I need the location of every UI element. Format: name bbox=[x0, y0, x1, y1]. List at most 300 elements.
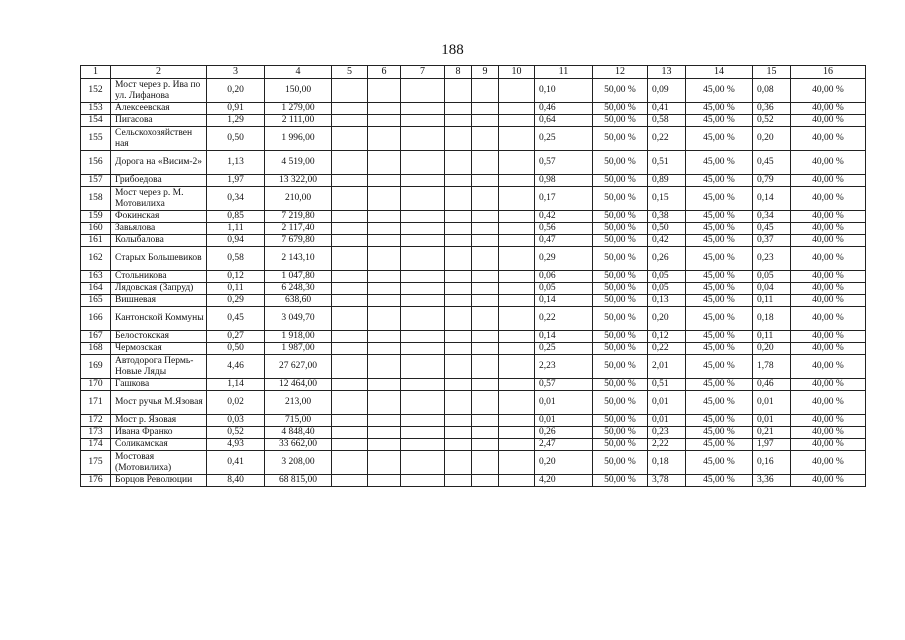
table-cell: 0,41 bbox=[648, 103, 686, 115]
table-cell: 0,17 bbox=[535, 187, 593, 211]
table-cell: 40,00 % bbox=[791, 451, 866, 475]
table-row bbox=[81, 235, 866, 247]
empty-cell bbox=[368, 355, 401, 379]
table-cell: 40,00 % bbox=[791, 115, 866, 127]
empty-cell bbox=[332, 247, 368, 271]
table-cell: 172 bbox=[81, 415, 111, 427]
road-name-cell: Грибоедова bbox=[111, 175, 207, 187]
table-cell: 0,23 bbox=[648, 427, 686, 439]
empty-cell bbox=[332, 379, 368, 391]
empty-cell bbox=[472, 223, 499, 235]
empty-cell bbox=[401, 295, 445, 307]
table-cell: 50,00 % bbox=[593, 439, 648, 451]
table-cell: 0,18 bbox=[753, 307, 791, 331]
table-cell: 0,52 bbox=[207, 427, 265, 439]
empty-cell bbox=[332, 295, 368, 307]
table-cell: 0,20 bbox=[535, 451, 593, 475]
empty-cell bbox=[445, 235, 472, 247]
road-name-cell: Пигасова bbox=[111, 115, 207, 127]
empty-cell bbox=[445, 187, 472, 211]
empty-cell bbox=[472, 295, 499, 307]
empty-cell bbox=[472, 415, 499, 427]
table-cell: 0,15 bbox=[648, 187, 686, 211]
column-header-9: 9 bbox=[472, 66, 499, 79]
table-cell: 0,12 bbox=[207, 271, 265, 283]
table-cell: 50,00 % bbox=[593, 115, 648, 127]
table-cell: 1 996,00 bbox=[265, 127, 332, 151]
table-cell: 0,01 bbox=[753, 391, 791, 415]
empty-cell bbox=[332, 115, 368, 127]
table-cell: 40,00 % bbox=[791, 187, 866, 211]
table-cell: 0,50 bbox=[207, 127, 265, 151]
empty-cell bbox=[332, 355, 368, 379]
table-cell: 0,58 bbox=[207, 247, 265, 271]
table-cell: 170 bbox=[81, 379, 111, 391]
empty-cell bbox=[332, 175, 368, 187]
table-cell: 0,05 bbox=[648, 271, 686, 283]
table-cell: 45,00 % bbox=[686, 271, 753, 283]
table-body bbox=[81, 79, 866, 487]
empty-cell bbox=[445, 283, 472, 295]
table-cell: 50,00 % bbox=[593, 127, 648, 151]
column-header-5: 5 bbox=[332, 66, 368, 79]
column-header-6: 6 bbox=[368, 66, 401, 79]
table-cell: 45,00 % bbox=[686, 187, 753, 211]
table-cell: 158 bbox=[81, 187, 111, 211]
table-cell: 0,25 bbox=[535, 343, 593, 355]
empty-cell bbox=[368, 307, 401, 331]
empty-cell bbox=[332, 151, 368, 175]
table-cell: 175 bbox=[81, 451, 111, 475]
table-cell: 155 bbox=[81, 127, 111, 151]
empty-cell bbox=[332, 283, 368, 295]
empty-cell bbox=[401, 175, 445, 187]
table-cell: 1,11 bbox=[207, 223, 265, 235]
table-cell: 0,05 bbox=[753, 271, 791, 283]
table-cell: 50,00 % bbox=[593, 343, 648, 355]
empty-cell bbox=[472, 391, 499, 415]
table-cell: 45,00 % bbox=[686, 391, 753, 415]
table-cell: 40,00 % bbox=[791, 439, 866, 451]
table-cell: 161 bbox=[81, 235, 111, 247]
empty-cell bbox=[499, 295, 535, 307]
table-row bbox=[81, 355, 866, 379]
table-cell: 12 464,00 bbox=[265, 379, 332, 391]
table-cell: 0,52 bbox=[753, 115, 791, 127]
table-cell: 45,00 % bbox=[686, 295, 753, 307]
table-cell: 171 bbox=[81, 391, 111, 415]
empty-cell bbox=[332, 271, 368, 283]
road-name-cell: Белостокская bbox=[111, 331, 207, 343]
empty-cell bbox=[368, 439, 401, 451]
empty-cell bbox=[332, 127, 368, 151]
table-cell: 7 219,80 bbox=[265, 211, 332, 223]
empty-cell bbox=[445, 127, 472, 151]
empty-cell bbox=[332, 415, 368, 427]
table-cell: 50,00 % bbox=[593, 379, 648, 391]
table-cell: 0,45 bbox=[207, 307, 265, 331]
table-cell: 40,00 % bbox=[791, 235, 866, 247]
table-cell: 2 117,40 bbox=[265, 223, 332, 235]
table-cell: 164 bbox=[81, 283, 111, 295]
table-cell: 50,00 % bbox=[593, 235, 648, 247]
table-cell: 40,00 % bbox=[791, 283, 866, 295]
table-cell: 152 bbox=[81, 79, 111, 103]
table-cell: 27 627,00 bbox=[265, 355, 332, 379]
column-header-10: 10 bbox=[499, 66, 535, 79]
table-cell: 0,46 bbox=[535, 103, 593, 115]
table-cell: 168 bbox=[81, 343, 111, 355]
table-cell: 163 bbox=[81, 271, 111, 283]
table-row bbox=[81, 439, 866, 451]
table-cell: 45,00 % bbox=[686, 307, 753, 331]
empty-cell bbox=[472, 103, 499, 115]
table-cell: 50,00 % bbox=[593, 247, 648, 271]
empty-cell bbox=[401, 343, 445, 355]
table-cell: 3 208,00 bbox=[265, 451, 332, 475]
empty-cell bbox=[368, 451, 401, 475]
empty-cell bbox=[401, 415, 445, 427]
empty-cell bbox=[401, 187, 445, 211]
table-cell: 3 049,70 bbox=[265, 307, 332, 331]
empty-cell bbox=[368, 211, 401, 223]
table-cell: 1 918,00 bbox=[265, 331, 332, 343]
empty-cell bbox=[472, 79, 499, 103]
table-cell: 40,00 % bbox=[791, 391, 866, 415]
table-cell: 0,25 bbox=[535, 127, 593, 151]
road-name-cell: Мост через р. М. Мотовилиха bbox=[111, 187, 207, 211]
table-cell: 1,78 bbox=[753, 355, 791, 379]
empty-cell bbox=[445, 307, 472, 331]
column-header-16: 16 bbox=[791, 66, 866, 79]
table-cell: 40,00 % bbox=[791, 427, 866, 439]
empty-cell bbox=[472, 247, 499, 271]
empty-cell bbox=[401, 355, 445, 379]
empty-cell bbox=[445, 247, 472, 271]
empty-cell bbox=[445, 223, 472, 235]
empty-cell bbox=[472, 211, 499, 223]
table-cell: 0,47 bbox=[535, 235, 593, 247]
empty-cell bbox=[472, 283, 499, 295]
table-cell: 0,20 bbox=[648, 307, 686, 331]
table-cell: 40,00 % bbox=[791, 247, 866, 271]
table-cell: 45,00 % bbox=[686, 211, 753, 223]
table-cell: 0,94 bbox=[207, 235, 265, 247]
empty-cell bbox=[499, 379, 535, 391]
table-cell: 68 815,00 bbox=[265, 475, 332, 487]
empty-cell bbox=[445, 379, 472, 391]
empty-cell bbox=[445, 79, 472, 103]
empty-cell bbox=[472, 451, 499, 475]
table-cell: 0,11 bbox=[753, 331, 791, 343]
empty-cell bbox=[368, 103, 401, 115]
table-cell: 40,00 % bbox=[791, 355, 866, 379]
empty-cell bbox=[472, 475, 499, 487]
table-cell: 1 987,00 bbox=[265, 343, 332, 355]
empty-cell bbox=[332, 307, 368, 331]
empty-cell bbox=[401, 307, 445, 331]
table-row bbox=[81, 211, 866, 223]
table-cell: 2,23 bbox=[535, 355, 593, 379]
empty-cell bbox=[368, 379, 401, 391]
table-cell: 50,00 % bbox=[593, 451, 648, 475]
table-cell: 2,01 bbox=[648, 355, 686, 379]
table-cell: 1 047,80 bbox=[265, 271, 332, 283]
table-cell: 2 143,10 bbox=[265, 247, 332, 271]
table-cell: 45,00 % bbox=[686, 439, 753, 451]
empty-cell bbox=[472, 187, 499, 211]
empty-cell bbox=[401, 271, 445, 283]
empty-cell bbox=[499, 79, 535, 103]
column-header-7: 7 bbox=[401, 66, 445, 79]
table-cell: 174 bbox=[81, 439, 111, 451]
empty-cell bbox=[472, 331, 499, 343]
table-cell: 176 bbox=[81, 475, 111, 487]
table-cell: 0,41 bbox=[207, 451, 265, 475]
table-cell: 45,00 % bbox=[686, 343, 753, 355]
table-cell: 0,01 bbox=[648, 391, 686, 415]
empty-cell bbox=[472, 427, 499, 439]
table-row bbox=[81, 151, 866, 175]
table-cell: 2 111,00 bbox=[265, 115, 332, 127]
table-cell: 40,00 % bbox=[791, 475, 866, 487]
empty-cell bbox=[499, 211, 535, 223]
table-row bbox=[81, 283, 866, 295]
table-cell: 0,26 bbox=[535, 427, 593, 439]
table-cell: 50,00 % bbox=[593, 427, 648, 439]
table-cell: 40,00 % bbox=[791, 151, 866, 175]
table-cell: 0,11 bbox=[753, 295, 791, 307]
empty-cell bbox=[368, 427, 401, 439]
road-name-cell: Ивана Франко bbox=[111, 427, 207, 439]
table-cell: 715,00 bbox=[265, 415, 332, 427]
table-cell: 45,00 % bbox=[686, 451, 753, 475]
empty-cell bbox=[472, 115, 499, 127]
table-cell: 0,50 bbox=[207, 343, 265, 355]
table-cell: 0,91 bbox=[207, 103, 265, 115]
table-cell: 0,14 bbox=[753, 187, 791, 211]
empty-cell bbox=[445, 175, 472, 187]
column-header-12: 12 bbox=[593, 66, 648, 79]
road-name-cell: Колыбалова bbox=[111, 235, 207, 247]
empty-cell bbox=[332, 451, 368, 475]
empty-cell bbox=[368, 331, 401, 343]
table-cell: 0,22 bbox=[535, 307, 593, 331]
road-name-cell: Мостовая (Мотовилиха) bbox=[111, 451, 207, 475]
empty-cell bbox=[499, 451, 535, 475]
empty-cell bbox=[445, 115, 472, 127]
empty-cell bbox=[401, 439, 445, 451]
road-name-cell: Гашкова bbox=[111, 379, 207, 391]
table-cell: 40,00 % bbox=[791, 175, 866, 187]
table-cell: 40,00 % bbox=[791, 343, 866, 355]
empty-cell bbox=[401, 379, 445, 391]
table-cell: 0,16 bbox=[753, 451, 791, 475]
table-cell: 2,47 bbox=[535, 439, 593, 451]
table-cell: 0,46 bbox=[753, 379, 791, 391]
table-cell: 0,29 bbox=[207, 295, 265, 307]
empty-cell bbox=[499, 235, 535, 247]
table-cell: 638,60 bbox=[265, 295, 332, 307]
table-cell: 0,14 bbox=[535, 331, 593, 343]
table-cell: 45,00 % bbox=[686, 223, 753, 235]
empty-cell bbox=[401, 235, 445, 247]
empty-cell bbox=[472, 379, 499, 391]
table-cell: 8,40 bbox=[207, 475, 265, 487]
road-name-cell: Алексеевская bbox=[111, 103, 207, 115]
table-cell: 1,13 bbox=[207, 151, 265, 175]
table-cell: 50,00 % bbox=[593, 295, 648, 307]
empty-cell bbox=[368, 415, 401, 427]
empty-cell bbox=[499, 175, 535, 187]
empty-cell bbox=[332, 439, 368, 451]
table-cell: 0,11 bbox=[207, 283, 265, 295]
road-name-cell: Мост через р. Ива по ул. Лифанова bbox=[111, 79, 207, 103]
table-row bbox=[81, 295, 866, 307]
table-cell: 0,20 bbox=[207, 79, 265, 103]
table-cell: 0,09 bbox=[648, 79, 686, 103]
table-row bbox=[81, 223, 866, 235]
table-row bbox=[81, 331, 866, 343]
empty-cell bbox=[401, 247, 445, 271]
empty-cell bbox=[368, 175, 401, 187]
empty-cell bbox=[472, 127, 499, 151]
empty-cell bbox=[332, 343, 368, 355]
empty-cell bbox=[445, 343, 472, 355]
table-cell: 157 bbox=[81, 175, 111, 187]
table-cell: 154 bbox=[81, 115, 111, 127]
table-cell: 159 bbox=[81, 211, 111, 223]
table-cell: 40,00 % bbox=[791, 379, 866, 391]
empty-cell bbox=[401, 211, 445, 223]
table-row bbox=[81, 451, 866, 475]
empty-cell bbox=[499, 355, 535, 379]
table-cell: 45,00 % bbox=[686, 475, 753, 487]
table-cell: 166 bbox=[81, 307, 111, 331]
table-cell: 0,37 bbox=[753, 235, 791, 247]
road-name-cell: Дорога на «Висим-2» bbox=[111, 151, 207, 175]
table-cell: 4,46 bbox=[207, 355, 265, 379]
table-cell: 0,36 bbox=[753, 103, 791, 115]
table-cell: 0,89 bbox=[648, 175, 686, 187]
table-cell: 45,00 % bbox=[686, 235, 753, 247]
empty-cell bbox=[332, 79, 368, 103]
empty-cell bbox=[472, 271, 499, 283]
table-cell: 0,03 bbox=[207, 415, 265, 427]
empty-cell bbox=[472, 151, 499, 175]
road-name-cell: Фокинская bbox=[111, 211, 207, 223]
empty-cell bbox=[332, 475, 368, 487]
table-cell: 45,00 % bbox=[686, 79, 753, 103]
table-cell: 40,00 % bbox=[791, 415, 866, 427]
empty-cell bbox=[368, 235, 401, 247]
column-header-1: 1 bbox=[81, 66, 111, 79]
empty-cell bbox=[368, 223, 401, 235]
empty-cell bbox=[332, 187, 368, 211]
empty-cell bbox=[332, 331, 368, 343]
table-cell: 1,14 bbox=[207, 379, 265, 391]
table-cell: 40,00 % bbox=[791, 307, 866, 331]
table-cell: 0,12 bbox=[648, 331, 686, 343]
table-cell: 156 bbox=[81, 151, 111, 175]
road-name-cell: Борцов Революции bbox=[111, 475, 207, 487]
table-cell: 40,00 % bbox=[791, 127, 866, 151]
empty-cell bbox=[499, 187, 535, 211]
table-cell: 0,21 bbox=[753, 427, 791, 439]
column-header-8: 8 bbox=[445, 66, 472, 79]
table-cell: 0,98 bbox=[535, 175, 593, 187]
empty-cell bbox=[368, 79, 401, 103]
empty-cell bbox=[499, 343, 535, 355]
table-cell: 1,29 bbox=[207, 115, 265, 127]
empty-cell bbox=[332, 391, 368, 415]
empty-cell bbox=[401, 115, 445, 127]
table-cell: 0,20 bbox=[753, 343, 791, 355]
table-cell: 50,00 % bbox=[593, 415, 648, 427]
empty-cell bbox=[472, 235, 499, 247]
empty-cell bbox=[472, 307, 499, 331]
table-cell: 45,00 % bbox=[686, 127, 753, 151]
table-row bbox=[81, 187, 866, 211]
table-cell: 50,00 % bbox=[593, 355, 648, 379]
table-row bbox=[81, 271, 866, 283]
empty-cell bbox=[472, 343, 499, 355]
table-cell: 0,56 bbox=[535, 223, 593, 235]
empty-cell bbox=[472, 175, 499, 187]
table-cell: 0,05 bbox=[535, 283, 593, 295]
empty-cell bbox=[401, 475, 445, 487]
table-cell: 3,36 bbox=[753, 475, 791, 487]
header-row bbox=[81, 66, 866, 79]
empty-cell bbox=[332, 103, 368, 115]
empty-cell bbox=[499, 439, 535, 451]
table-cell: 173 bbox=[81, 427, 111, 439]
road-name-cell: Лядовская (Запруд) bbox=[111, 283, 207, 295]
empty-cell bbox=[368, 295, 401, 307]
table-cell: 50,00 % bbox=[593, 391, 648, 415]
empty-cell bbox=[401, 451, 445, 475]
table-cell: 0,06 bbox=[535, 271, 593, 283]
table-cell: 0,42 bbox=[648, 235, 686, 247]
table-row bbox=[81, 379, 866, 391]
table-cell: 0,45 bbox=[753, 151, 791, 175]
table-cell: 3,78 bbox=[648, 475, 686, 487]
table-cell: 45,00 % bbox=[686, 247, 753, 271]
empty-cell bbox=[499, 307, 535, 331]
table-cell: 0,13 bbox=[648, 295, 686, 307]
table-cell: 0,27 bbox=[207, 331, 265, 343]
empty-cell bbox=[401, 391, 445, 415]
table-cell: 210,00 bbox=[265, 187, 332, 211]
table-cell: 50,00 % bbox=[593, 211, 648, 223]
empty-cell bbox=[499, 103, 535, 115]
table-cell: 0,34 bbox=[753, 211, 791, 223]
empty-cell bbox=[499, 223, 535, 235]
empty-cell bbox=[499, 247, 535, 271]
column-header-15: 15 bbox=[753, 66, 791, 79]
road-name-cell: Автодорога Пермь-Новые Ляды bbox=[111, 355, 207, 379]
empty-cell bbox=[401, 223, 445, 235]
empty-cell bbox=[445, 415, 472, 427]
empty-cell bbox=[368, 151, 401, 175]
table-cell: 50,00 % bbox=[593, 271, 648, 283]
empty-cell bbox=[368, 271, 401, 283]
table-row bbox=[81, 115, 866, 127]
table-cell: 0,18 bbox=[648, 451, 686, 475]
empty-cell bbox=[445, 295, 472, 307]
table-row bbox=[81, 415, 866, 427]
table-cell: 0,42 bbox=[535, 211, 593, 223]
